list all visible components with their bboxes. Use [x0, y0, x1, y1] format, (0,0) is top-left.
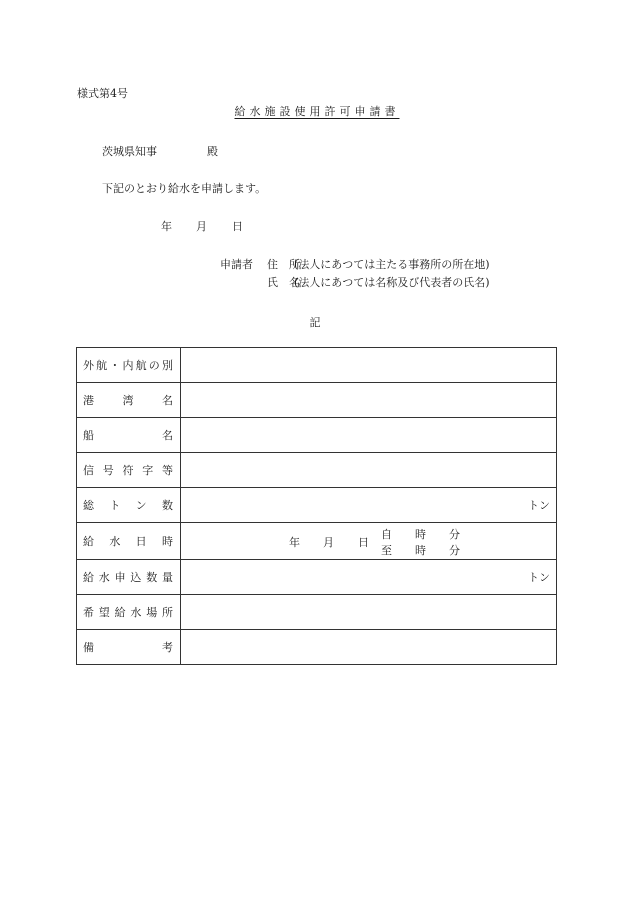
desired-location-field[interactable] [181, 595, 557, 630]
applicant-label: 申請者 [220, 258, 253, 271]
honorific: 殿 [207, 145, 218, 158]
label-cell [77, 383, 181, 418]
label-cell [77, 418, 181, 453]
table-row [77, 418, 557, 453]
form-title-wrapper [0, 103, 630, 119]
address-label: 住 所 [267, 258, 300, 271]
quantity-unit: トン [528, 571, 550, 584]
dt-to-hour-label: 時 [415, 544, 426, 557]
dt-to-label: 至 [381, 544, 392, 557]
form-title: 給水施設使用許可申請書 [234, 105, 400, 118]
gross-tonnage-field[interactable] [181, 488, 557, 523]
label-cell [77, 488, 181, 523]
row-label: 給 水 申 込 数 量 [83, 571, 173, 584]
foreign-domestic-field[interactable] [181, 348, 557, 383]
row-label: 船 名 [83, 429, 173, 442]
signal-code-field[interactable] [181, 453, 557, 488]
label-cell [77, 630, 181, 665]
dt-from-label: 自 [381, 528, 392, 541]
label-cell [77, 560, 181, 595]
supply-datetime-field[interactable] [181, 523, 557, 560]
table-row [77, 453, 557, 488]
dt-from-minute-label: 分 [449, 528, 460, 541]
form-number: 様式第4号 [77, 87, 128, 100]
row-label: 総 ト ン 数 [83, 499, 173, 512]
table-row [77, 523, 557, 560]
tonnage-unit: トン [528, 499, 550, 512]
label-cell [77, 523, 181, 560]
row-label: 希 望 給 水 場 所 [83, 606, 173, 619]
table-row [77, 595, 557, 630]
intro-text: 下記のとおり給水を申請します。 [102, 182, 267, 195]
date-year-label: 年 [161, 220, 172, 233]
ki-heading: 記 [309, 316, 321, 329]
row-label: 外 航 ・ 内 航 の 別 [83, 359, 173, 372]
dt-day-label: 日 [358, 536, 369, 549]
date-month-label: 月 [196, 220, 207, 233]
address-note: (法人にあつては主たる事務所の所在地) [294, 258, 490, 271]
requested-quantity-field[interactable] [181, 560, 557, 595]
name-note: (法人にあつては名称及び代表者の氏名) [294, 276, 490, 289]
date-day-label: 日 [232, 220, 243, 233]
table-row [77, 348, 557, 383]
label-cell [77, 348, 181, 383]
label-cell [77, 453, 181, 488]
row-label: 信 号 符 字 等 [83, 464, 173, 477]
dt-to-minute-label: 分 [449, 544, 460, 557]
dt-from-hour-label: 時 [415, 528, 426, 541]
row-label: 港 湾 名 [83, 394, 173, 407]
remarks-field[interactable] [181, 630, 557, 665]
application-table [76, 347, 557, 665]
dt-year-label: 年 [289, 536, 300, 549]
dt-month-label: 月 [323, 536, 334, 549]
ship-name-field[interactable] [181, 418, 557, 453]
table-row [77, 560, 557, 595]
name-label: 氏 名 [267, 276, 300, 289]
table-row [77, 488, 557, 523]
row-label: 備 考 [83, 641, 173, 654]
row-label: 給 水 日 時 [83, 535, 173, 548]
addressee: 茨城県知事 [102, 145, 157, 158]
label-cell [77, 595, 181, 630]
table-row [77, 630, 557, 665]
port-name-field[interactable] [181, 383, 557, 418]
table-row [77, 383, 557, 418]
